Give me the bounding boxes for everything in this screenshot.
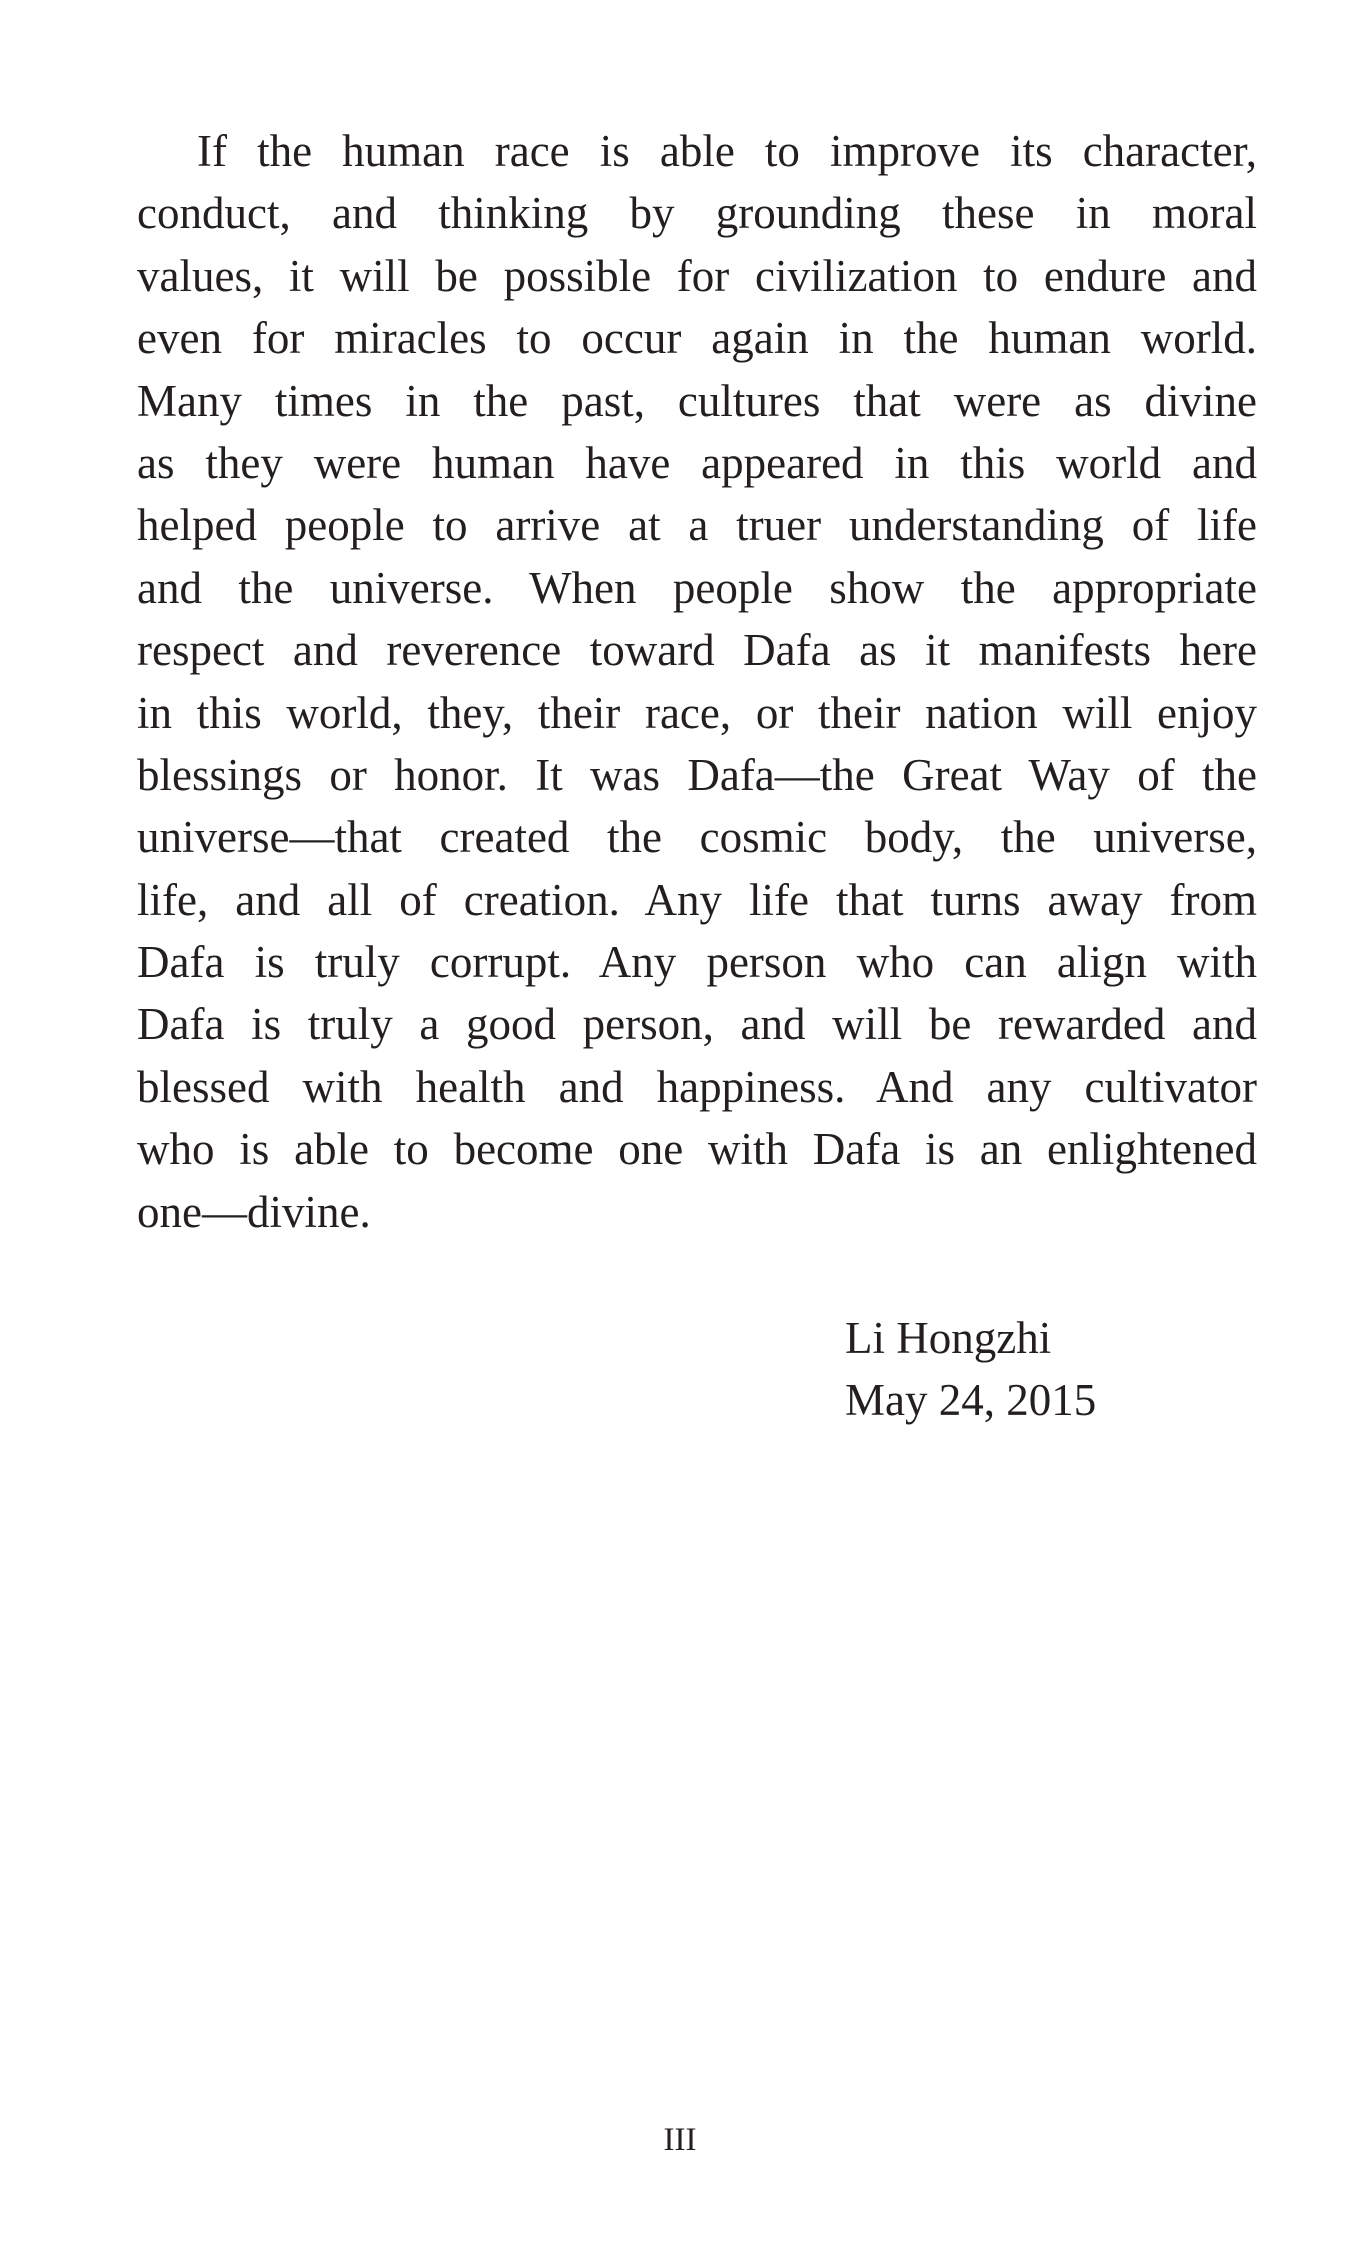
paragraph-line: one—divine.	[137, 1186, 371, 1237]
paragraph-line: conduct, and thinking by grounding these in moral	[137, 188, 1257, 239]
paragraph-line: even for miracles to occur again in the human world.	[137, 313, 1257, 364]
paragraph-line: Dafa is truly corrupt. Any person who can align with	[137, 937, 1257, 988]
paragraph-line: life, and all of creation. Any life that turns away from	[137, 874, 1257, 925]
paragraph-line: blessings or honor. It was Dafa—the Great Way of the	[137, 749, 1257, 800]
page-number: III	[663, 2122, 697, 2158]
paragraph-line: and the universe. When people show the appropriate	[137, 562, 1257, 613]
paragraph-line: universe—that created the cosmic body, the universe,	[137, 812, 1257, 863]
paragraph-line: values, it will be possible for civilization to endure and	[137, 250, 1257, 301]
paragraph-line: blessed with health and happiness. And any cultivator	[137, 1061, 1257, 1112]
signature-date: May 24, 2015	[845, 1375, 1097, 1426]
paragraph-line: who is able to become one with Dafa is an enlightened	[137, 1124, 1257, 1175]
paragraph-line: Many times in the past, cultures that were as divine	[137, 375, 1257, 426]
paragraph-line: in this world, they, their race, or their nation will enjoy	[137, 687, 1257, 738]
author-name: Li Hongzhi	[845, 1313, 1052, 1363]
paragraph-line: helped people to arrive at a truer understanding of life	[137, 500, 1257, 551]
paragraph-line: respect and reverence toward Dafa as it manifests here	[137, 625, 1257, 676]
signature-block	[845, 1307, 1096, 1432]
paragraph-line: If the human race is able to improve its character,	[197, 126, 1257, 176]
paragraph-line: as they were human have appeared in this world and	[137, 437, 1257, 488]
paragraph-line: Dafa is truly a good person, and will be rewarded and	[137, 999, 1257, 1050]
body-paragraph	[137, 120, 1257, 1243]
